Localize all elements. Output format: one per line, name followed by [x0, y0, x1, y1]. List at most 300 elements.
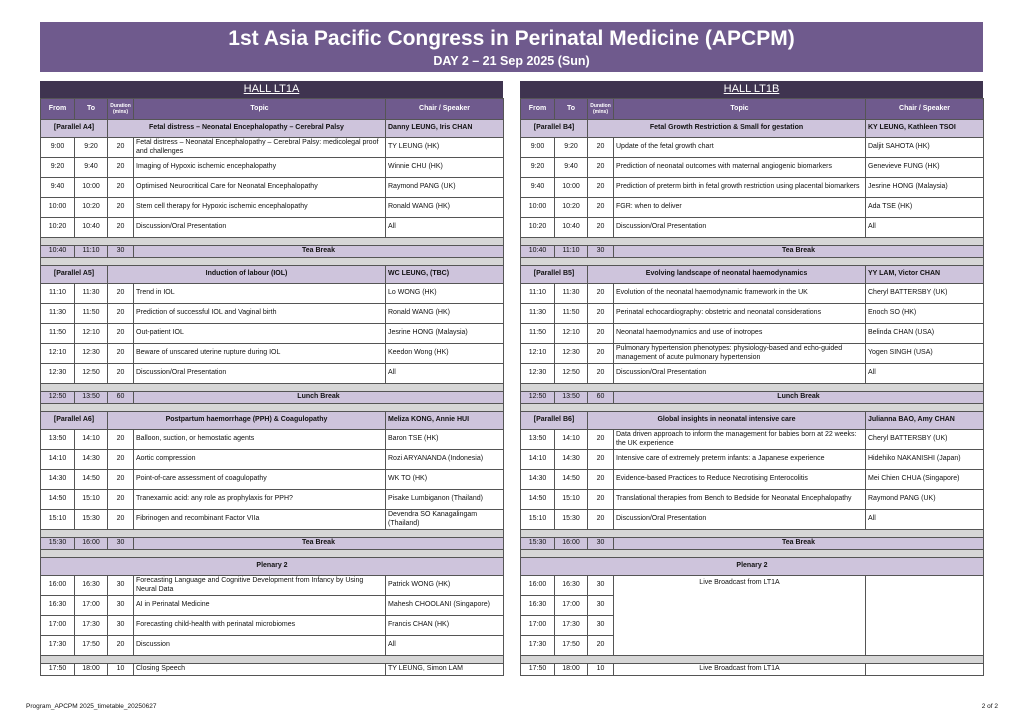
session-title: Postpartum haemorrhage (PPH) & Coagulopathy	[108, 412, 386, 430]
spacer-cell	[41, 384, 504, 392]
topic: Translational therapies from Bench to Bedside for Neonatal Encephalopathy	[614, 490, 866, 510]
spacer-cell	[521, 656, 984, 664]
topic: Discussion	[134, 636, 386, 656]
topic: Prediction of neonatal outcomes with maternal angiogenic biomarkers	[614, 158, 866, 178]
session-title: Induction of labour (IOL)	[108, 266, 386, 284]
end-time: 9:20	[75, 138, 108, 158]
schedule-row	[521, 510, 984, 530]
session-chair: KY LEUNG, Kathleen TSOI	[866, 120, 984, 138]
topic: Discussion/Oral Presentation	[614, 364, 866, 384]
schedule-row	[521, 284, 984, 304]
duration: 20	[108, 178, 134, 198]
end-time: 14:30	[555, 450, 588, 470]
session-header-row	[521, 266, 984, 284]
topic: Fibrinogen and recombinant Factor VIIa	[134, 510, 386, 530]
speaker: Cheryl BATTERSBY (UK)	[866, 284, 984, 304]
topic: Fetal distress – Neonatal Encephalopathy – Cerebral Palsy: medicolegal proof and challenges	[134, 138, 386, 158]
speaker: All	[866, 364, 984, 384]
end-time: 16:30	[555, 576, 588, 596]
end-time: 17:30	[555, 616, 588, 636]
schedule-row	[41, 490, 504, 510]
speaker: Mahesh CHOOLANI (Singapore)	[386, 596, 504, 616]
schedule-row	[521, 490, 984, 510]
live-broadcast-note: Live Broadcast from LT1A	[614, 664, 866, 676]
start-time: 11:50	[41, 324, 75, 344]
start-time: 11:50	[521, 324, 555, 344]
start-time: 15:10	[521, 510, 555, 530]
end-time: 10:20	[555, 198, 588, 218]
live-broadcast-note: Live Broadcast from LT1A	[614, 576, 866, 656]
column-header-row	[521, 99, 984, 120]
spacer-row	[41, 550, 504, 558]
topic: Point-of-care assessment of coagulopathy	[134, 470, 386, 490]
start-time: 14:50	[41, 490, 75, 510]
start-time: 12:50	[521, 392, 555, 404]
duration: 20	[108, 158, 134, 178]
end-time: 17:50	[555, 636, 588, 656]
hall-title: HALL LT1B	[520, 81, 983, 98]
session-title: Evolving landscape of neonatal haemodynamics	[588, 266, 866, 284]
spacer-cell	[521, 238, 984, 246]
session-chair: Meliza KONG, Annie HUI	[386, 412, 504, 430]
break-label: Tea Break	[614, 538, 984, 550]
spacer-row	[41, 404, 504, 412]
schedule-row	[521, 430, 984, 450]
speaker: Raymond PANG (UK)	[386, 178, 504, 198]
end-time: 17:50	[75, 636, 108, 656]
duration: 30	[588, 596, 614, 616]
duration: 20	[588, 430, 614, 450]
start-time: 9:00	[521, 138, 555, 158]
end-time: 11:50	[75, 304, 108, 324]
break-row	[41, 246, 504, 258]
speaker: Ada TSE (HK)	[866, 198, 984, 218]
topic: Evolution of the neonatal haemodynamic framework in the UK	[614, 284, 866, 304]
topic: Optimised Neurocritical Care for Neonatal Encephalopathy	[134, 178, 386, 198]
end-time: 17:00	[75, 596, 108, 616]
session-title: Global insights in neonatal intensive care	[588, 412, 866, 430]
topic: Forecasting Language and Cognitive Development from Infancy by Using Neural Data	[134, 576, 386, 596]
start-time: 11:30	[41, 304, 75, 324]
duration: 20	[588, 324, 614, 344]
schedule-row	[41, 198, 504, 218]
speaker: Enoch SO (HK)	[866, 304, 984, 324]
speaker	[866, 576, 984, 656]
session-title: Plenary 2	[41, 558, 504, 576]
end-time: 13:50	[75, 392, 108, 404]
spacer-cell	[41, 404, 504, 412]
start-time: 12:10	[41, 344, 75, 364]
start-time: 10:20	[41, 218, 75, 238]
end-time: 9:20	[555, 138, 588, 158]
duration: 20	[108, 324, 134, 344]
speaker: Francis CHAN (HK)	[386, 616, 504, 636]
start-time: 10:40	[521, 246, 555, 258]
start-time: 13:50	[41, 430, 75, 450]
duration: 20	[588, 304, 614, 324]
session-chair: YY LAM, Victor CHAN	[866, 266, 984, 284]
congress-title: 1st Asia Pacific Congress in Perinatal Medicine (APCPM)	[228, 27, 795, 50]
spacer-row	[521, 258, 984, 266]
speaker: Ronald WANG (HK)	[386, 304, 504, 324]
spacer-cell	[41, 550, 504, 558]
schedule-row	[41, 616, 504, 636]
start-time: 14:50	[521, 490, 555, 510]
spacer-cell	[41, 238, 504, 246]
start-time: 10:40	[41, 246, 75, 258]
end-time: 10:00	[555, 178, 588, 198]
speaker: WK TO (HK)	[386, 470, 504, 490]
duration: 30	[108, 596, 134, 616]
speaker: Keedon Wong (HK)	[386, 344, 504, 364]
end-time: 16:30	[75, 576, 108, 596]
schedule-row	[41, 304, 504, 324]
start-time: 10:00	[41, 198, 75, 218]
end-time: 17:00	[555, 596, 588, 616]
schedule-row	[41, 576, 504, 596]
schedule-row	[41, 596, 504, 616]
start-time: 12:10	[521, 344, 555, 364]
session-code: [Parallel A5]	[41, 266, 108, 284]
schedule-row	[521, 344, 984, 364]
topic: Discussion/Oral Presentation	[614, 218, 866, 238]
duration: 30	[588, 246, 614, 258]
duration: 20	[108, 198, 134, 218]
end-time: 11:30	[555, 284, 588, 304]
end-time: 15:30	[75, 510, 108, 530]
speaker: TY LEUNG (HK)	[386, 138, 504, 158]
duration: 20	[588, 218, 614, 238]
break-row	[521, 538, 984, 550]
schedule-row	[521, 158, 984, 178]
col-from-header: From	[41, 99, 75, 120]
schedule-row	[41, 450, 504, 470]
start-time: 9:00	[41, 138, 75, 158]
topic: Aortic compression	[134, 450, 386, 470]
speaker: Jesrine HONG (Malaysia)	[866, 178, 984, 198]
duration: 20	[588, 158, 614, 178]
schedule-row	[41, 178, 504, 198]
spacer-cell	[521, 550, 984, 558]
start-time: 16:30	[41, 596, 75, 616]
end-time: 14:50	[75, 470, 108, 490]
schedule-row	[521, 324, 984, 344]
duration: 20	[108, 490, 134, 510]
topic: FGR: when to deliver	[614, 198, 866, 218]
spacer-row	[41, 530, 504, 538]
start-time: 10:00	[521, 198, 555, 218]
duration: 30	[588, 538, 614, 550]
duration: 20	[588, 178, 614, 198]
speaker: Genevieve FUNG (HK)	[866, 158, 984, 178]
end-time: 12:30	[75, 344, 108, 364]
start-time: 16:00	[521, 576, 555, 596]
end-time: 16:00	[555, 538, 588, 550]
start-time: 16:30	[521, 596, 555, 616]
start-time: 15:30	[41, 538, 75, 550]
day-subtitle: DAY 2 – 21 Sep 2025 (Sun)	[433, 54, 590, 68]
col-from-header: From	[521, 99, 555, 120]
topic: AI in Perinatal Medicine	[134, 596, 386, 616]
session-title: Fetal Growth Restriction & Small for gestation	[588, 120, 866, 138]
start-time: 14:10	[41, 450, 75, 470]
end-time: 13:50	[555, 392, 588, 404]
end-time: 11:10	[75, 246, 108, 258]
start-time: 11:30	[521, 304, 555, 324]
start-time: 9:40	[41, 178, 75, 198]
start-time: 11:10	[521, 284, 555, 304]
spacer-cell	[41, 656, 504, 664]
end-time: 15:10	[75, 490, 108, 510]
topic: Neonatal haemodynamics and use of inotropes	[614, 324, 866, 344]
speaker: Winnie CHU (HK)	[386, 158, 504, 178]
topic: Discussion/Oral Presentation	[614, 510, 866, 530]
start-time: 16:00	[41, 576, 75, 596]
schedule-row	[521, 576, 984, 596]
duration: 20	[588, 450, 614, 470]
duration: 20	[588, 510, 614, 530]
start-time: 17:30	[41, 636, 75, 656]
break-label: Tea Break	[134, 538, 504, 550]
duration: 30	[588, 576, 614, 596]
speaker: Lo WONG (HK)	[386, 284, 504, 304]
hall-lt1b-table	[520, 81, 983, 676]
spacer-row	[521, 530, 984, 538]
spacer-cell	[521, 404, 984, 412]
speaker: Cheryl BATTERSBY (UK)	[866, 430, 984, 450]
schedule-row	[41, 430, 504, 450]
end-time: 11:10	[555, 246, 588, 258]
spacer-cell	[521, 384, 984, 392]
start-time: 14:30	[41, 470, 75, 490]
duration: 20	[588, 198, 614, 218]
footer-page-number: 2 of 2	[981, 703, 998, 710]
speaker: Jesrine HONG (Malaysia)	[386, 324, 504, 344]
end-time: 12:10	[555, 324, 588, 344]
schedule-row	[41, 470, 504, 490]
duration: 20	[588, 636, 614, 656]
speaker: Pisake Lumbiganon (Thailand)	[386, 490, 504, 510]
start-time: 17:30	[521, 636, 555, 656]
topic: Evidence-based Practices to Reduce Necrotising Enterocolitis	[614, 470, 866, 490]
duration: 60	[588, 392, 614, 404]
end-time: 10:20	[75, 198, 108, 218]
topic: Balloon, suction, or hemostatic agents	[134, 430, 386, 450]
duration: 10	[108, 664, 134, 676]
duration: 20	[108, 364, 134, 384]
break-row	[41, 538, 504, 550]
speaker: Raymond PANG (UK)	[866, 490, 984, 510]
end-time: 10:40	[75, 218, 108, 238]
hall-title: HALL LT1A	[40, 81, 503, 98]
end-time: 16:00	[75, 538, 108, 550]
speaker: Devendra SO Kanagalingam (Thailand)	[386, 510, 504, 530]
schedule-row	[41, 158, 504, 178]
duration: 20	[108, 636, 134, 656]
speaker: Hidehiko NAKANISHI (Japan)	[866, 450, 984, 470]
duration: 20	[108, 470, 134, 490]
start-time: 12:30	[41, 364, 75, 384]
end-time: 9:40	[555, 158, 588, 178]
schedule-row	[41, 324, 504, 344]
end-time: 11:30	[75, 284, 108, 304]
speaker: Mei Chien CHUA (Singapore)	[866, 470, 984, 490]
session-header-row	[41, 412, 504, 430]
duration: 20	[108, 344, 134, 364]
topic: Update of the fetal growth chart	[614, 138, 866, 158]
session-title: Plenary 2	[521, 558, 984, 576]
session-code: [Parallel A4]	[41, 120, 108, 138]
col-duration-header: Duration (mins)	[108, 99, 134, 120]
end-time: 10:00	[75, 178, 108, 198]
session-header-row	[41, 558, 504, 576]
schedule-row	[41, 510, 504, 530]
topic: Tranexamic acid: any role as prophylaxis for PPH?	[134, 490, 386, 510]
schedule-row	[41, 636, 504, 656]
end-time: 14:30	[75, 450, 108, 470]
duration: 30	[108, 538, 134, 550]
duration: 20	[588, 344, 614, 364]
spacer-row	[41, 656, 504, 664]
col-to-header: To	[75, 99, 108, 120]
duration: 30	[108, 246, 134, 258]
duration: 20	[588, 284, 614, 304]
schedule-row	[41, 218, 504, 238]
spacer-cell	[521, 258, 984, 266]
topic: Discussion/Oral Presentation	[134, 218, 386, 238]
topic: Prediction of successful IOL and Vaginal birth	[134, 304, 386, 324]
col-duration-header: Duration (mins)	[588, 99, 614, 120]
spacer-row	[41, 238, 504, 246]
speaker	[866, 664, 984, 676]
speaker: All	[386, 218, 504, 238]
start-time: 9:20	[521, 158, 555, 178]
session-chair: Danny LEUNG, Iris CHAN	[386, 120, 504, 138]
start-time: 12:50	[41, 392, 75, 404]
topic: Prediction of preterm birth in fetal growth restriction using placental biomarkers	[614, 178, 866, 198]
schedule-row	[521, 450, 984, 470]
session-chair: Julianna BAO, Amy CHAN	[866, 412, 984, 430]
duration: 20	[108, 218, 134, 238]
start-time: 17:50	[41, 664, 75, 676]
spacer-row	[521, 404, 984, 412]
spacer-row	[41, 384, 504, 392]
schedule-row	[41, 284, 504, 304]
schedule-row	[41, 344, 504, 364]
session-chair: WC LEUNG, (TBC)	[386, 266, 504, 284]
session-code: [Parallel A6]	[41, 412, 108, 430]
end-time: 12:30	[555, 344, 588, 364]
start-time: 15:10	[41, 510, 75, 530]
start-time: 17:00	[41, 616, 75, 636]
topic: Trend in IOL	[134, 284, 386, 304]
session-header-row	[521, 558, 984, 576]
spacer-cell	[41, 530, 504, 538]
duration: 20	[588, 490, 614, 510]
spacer-cell	[41, 258, 504, 266]
end-time: 12:50	[555, 364, 588, 384]
topic: Closing Speech	[134, 664, 386, 676]
end-time: 18:00	[75, 664, 108, 676]
speaker: Belinda CHAN (USA)	[866, 324, 984, 344]
col-chair-header: Chair / Speaker	[866, 99, 984, 120]
end-time: 14:10	[75, 430, 108, 450]
topic: Discussion/Oral Presentation	[134, 364, 386, 384]
col-to-header: To	[555, 99, 588, 120]
speaker: All	[386, 364, 504, 384]
speaker: TY LEUNG, Simon LAM	[386, 664, 504, 676]
duration: 20	[108, 284, 134, 304]
topic: Perinatal echocardiography: obstetric and neonatal considerations	[614, 304, 866, 324]
end-time: 12:10	[75, 324, 108, 344]
speaker: All	[866, 218, 984, 238]
session-header-row	[521, 120, 984, 138]
session-header-row	[41, 266, 504, 284]
closing-row	[41, 664, 504, 676]
duration: 20	[588, 138, 614, 158]
topic: Beware of unscared uterine rupture during IOL	[134, 344, 386, 364]
topic: Imaging of Hypoxic ischemic encephalopathy	[134, 158, 386, 178]
col-topic-header: Topic	[614, 99, 866, 120]
start-time: 17:50	[521, 664, 555, 676]
duration: 20	[108, 450, 134, 470]
topic: Pulmonary hypertension phenotypes: physiology-based and echo-guided management of acute pulmonary hypertension	[614, 344, 866, 364]
schedule-row	[41, 138, 504, 158]
schedule-row	[41, 364, 504, 384]
session-code: [Parallel B6]	[521, 412, 588, 430]
schedule-row	[521, 470, 984, 490]
speaker: Rozi ARYANANDA (Indonesia)	[386, 450, 504, 470]
break-label: Tea Break	[614, 246, 984, 258]
start-time: 12:30	[521, 364, 555, 384]
page-banner	[40, 22, 983, 72]
schedule-row	[521, 364, 984, 384]
spacer-row	[521, 656, 984, 664]
spacer-cell	[521, 530, 984, 538]
speaker: Yogen SINGH (USA)	[866, 344, 984, 364]
break-label: Lunch Break	[134, 392, 504, 404]
speaker: All	[386, 636, 504, 656]
hall-lt1a-table	[40, 81, 503, 676]
start-time: 14:30	[521, 470, 555, 490]
break-label: Tea Break	[134, 246, 504, 258]
break-label: Lunch Break	[614, 392, 984, 404]
spacer-row	[521, 384, 984, 392]
start-time: 9:20	[41, 158, 75, 178]
start-time: 10:20	[521, 218, 555, 238]
end-time: 9:40	[75, 158, 108, 178]
break-row	[41, 392, 504, 404]
start-time: 14:10	[521, 450, 555, 470]
topic: Forecasting child-health with perinatal microbiomes	[134, 616, 386, 636]
end-time: 15:10	[555, 490, 588, 510]
end-time: 15:30	[555, 510, 588, 530]
duration: 10	[588, 664, 614, 676]
duration: 60	[108, 392, 134, 404]
end-time: 11:50	[555, 304, 588, 324]
end-time: 12:50	[75, 364, 108, 384]
duration: 20	[108, 430, 134, 450]
session-code: [Parallel B5]	[521, 266, 588, 284]
end-time: 14:10	[555, 430, 588, 450]
speaker: All	[866, 510, 984, 530]
session-header-row	[41, 120, 504, 138]
end-time: 18:00	[555, 664, 588, 676]
schedule-row	[521, 178, 984, 198]
duration: 20	[588, 470, 614, 490]
session-header-row	[521, 412, 984, 430]
session-title: Fetal distress – Neonatal Encephalopathy – Cerebral Palsy	[108, 120, 386, 138]
